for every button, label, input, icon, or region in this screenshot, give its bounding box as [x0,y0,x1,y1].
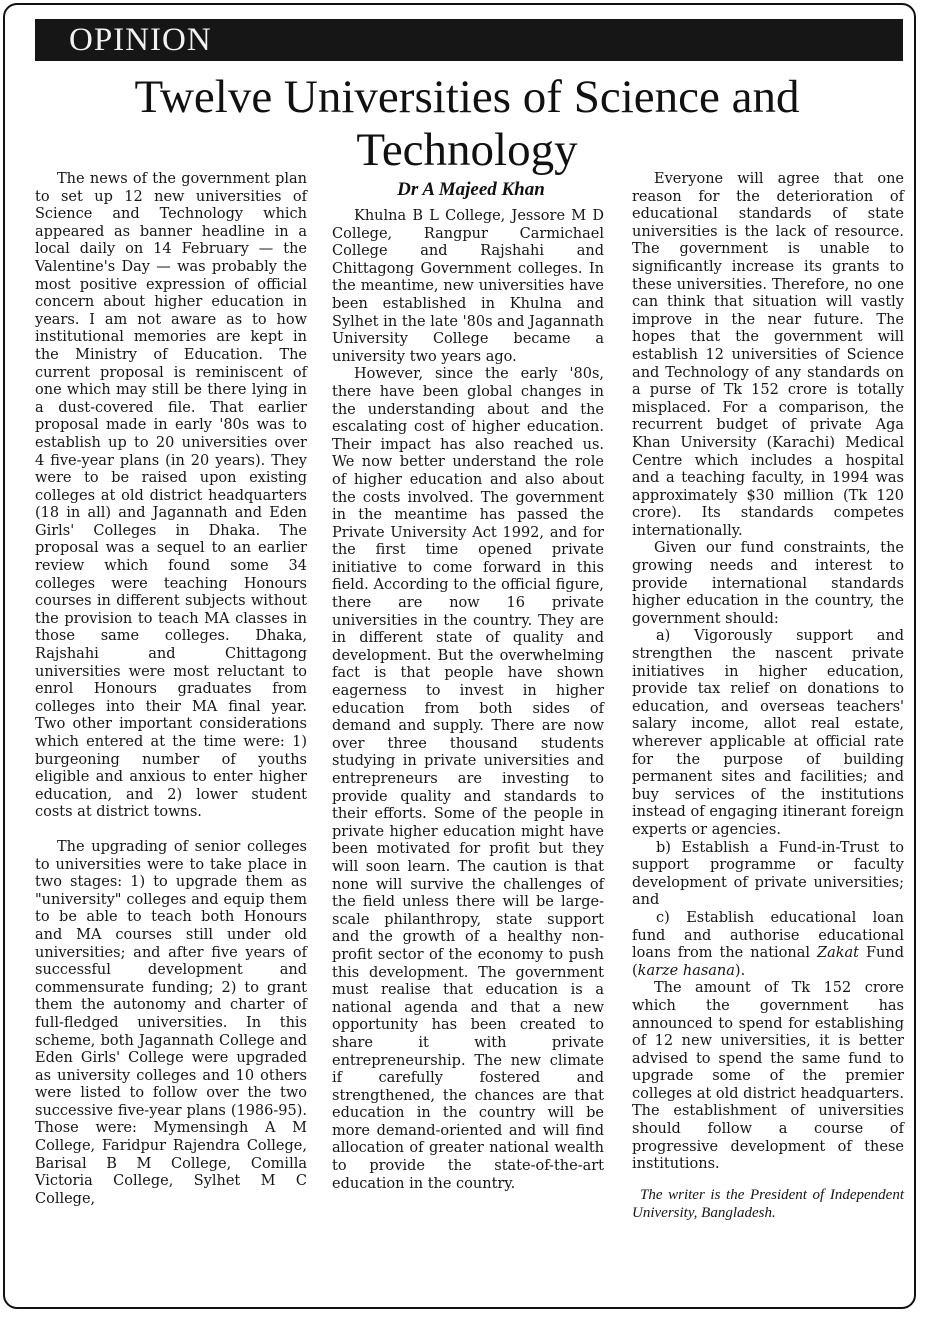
paragraph: The upgrading of senior colleges to universities were to take place in two stages: 1) to upgrade them as "university" colleges and equip them to be able to teach both Honours and MA courses still under old universities; and after five years of successful development and commensurate funding; 2) to grant them the autonomy and charter of full-fledged universities. In this scheme, both Jagannath College and Eden Girls' College were upgraded as university colleges and 10 others were listed to follow over the two successive five-year plans (1986-95). Those were: Mymensingh A M College, Faridpur Rajendra College, Barisal B M College, Comilla Victoria College, Sylhet M C College, [35,838,307,1207]
fund-close: ). [734,962,746,979]
article-column-1 [35,171,307,1208]
article-column-2 [332,208,604,1193]
recommendation-item [632,910,904,980]
paragraph: Everyone will agree that one reason for the deterioration of educational standards of state universities is the lack of resource. The government is unable to significantly increase its grants to these universities. Therefore, no one can think that situation will vastly improve in the near future. The hopes that the government will establish 12 universities of Science and Technology of any standards on a purse of Tk 152 crore is totally misplaced. For a comparison, the recurrent budget of private Aga Khan University (Karachi) Medical Centre which includes a hospital and a teaching faculty, in 1994 was approximately $30 million (Tk 120 crore). Its standards competes internationally. [632,171,904,539]
article-column-3 [632,171,904,1222]
paragraph: However, since the early '80s, there have been global changes in the understanding about and the escalating cost of higher education. Their impact has also reached us. We now better understand the role of higher education and also about the costs involved. The government in the meantime has passed the Private University Act 1992, and for the first time opened private initiative to come forward in this field. According to the official figure, there are now 16 private universities in the country. They are in different state of quality and development. But the overwhelming fact is that people have shown eagerness to invest in higher education from both sides of demand and supply. There are now over three thousand students studying in private universities and entrepreneurs are investing to provide quality and standards to their efforts. Some of the people in private higher education might have been motivated for profit but they will soon learn. The caution is that none will survive the challenges of the field unless there will be large-scale philanthropy, state support and the growth of a healthy non-profit sector of the economy to push this development. The government must realise that education is a national agenda and that a new opportunity has been created to share it with private entrepreneurship. The new climate if carefully fostered and strengthened, the chances are that education in the country will be more demand-oriented and will find allocation of greater national wealth to provide the state-of-the-art education in the country. [332,366,604,1192]
paragraph: Given our fund constraints, the growing needs and interest to provide international standards higher education in the country, the government should: [632,540,904,627]
recommendation-item: a) Vigorously support and strengthen the nascent private initiatives in higher education, provide tax relief on donations to education, and overseas teachers' salary income, allot real estate, wherever applicable at official rate for the purpose of building permanent sites and facilities; and buy services of the institutions instead of engaging itinerant foreign experts or agencies. [632,628,904,838]
paragraph: The news of the government plan to set up 12 new universities of Science and Technology which appeared as banner headline in a local daily on 14 February — the Valentine's Day — was probably the most positive expression of official concern about higher education in years. I am not aware as to how institutional memories are kept in the Ministry of Education. The current proposal is reminiscent of one which may still be there lying in a dust-covered file. That earlier proposal made in early '80s was to establish up to 20 universities over 4 five-year plans (in 20 years). They were to be raised upon existing colleges at old district headquarters (18 in all) and Jagannath and Eden Girls' Colleges in Dhaka. The proposal was a sequel to an earlier review which found some 34 colleges were teaching Honours courses in different subjects without the provision to teach MA classes in those same colleges. Dhaka, Rajshahi and Chittagong universities were most reluctant to enrol Honours graduates from colleges into their MA final year. Two other important considerations which entered at the time were: 1) burgeoning number of youths eligible and anxious to enter higher education, and 2) lower student costs at district towns. [35,171,307,821]
karze-hasana-term: karze hasana [637,962,735,979]
byline: Dr A Majeed Khan [397,179,545,200]
newspaper-clipping [3,3,916,1309]
paragraph: The amount of Tk 152 crore which the government has announced to spend for establishing of 12 new universities, it is better advised to spend the same fund to upgrade some of the premier colleges at old district headquarters. The establishment of universities should follow a course of progressive development of these institutions. [632,980,904,1173]
zakat-word: Zakat [817,945,859,962]
fund-word: Fund ( [632,945,904,979]
recommendation-text: c) Establish educational loan fund and authorise educational loans from the national [632,909,904,962]
article-headline: Twelve Universities of Science and Technology [134,71,800,176]
section-label: OPINION [69,22,212,58]
paragraph: Khulna B L College, Jessore M D College, Rangpur Carmichael College and Rajshahi and Chittagong Government colleges. In the meantime, new universities have been established in Khulna and Sylhet in the late '80s and Jagannath University College became a university two years ago. [332,208,604,365]
section-banner [35,19,903,61]
recommendation-item: b) Establish a Fund-in-Trust to support programme or faculty development of private universities; and [632,839,904,909]
recommendation-list [632,628,904,980]
author-note: The writer is the President of Independent University, Bangladesh. [632,1186,904,1221]
